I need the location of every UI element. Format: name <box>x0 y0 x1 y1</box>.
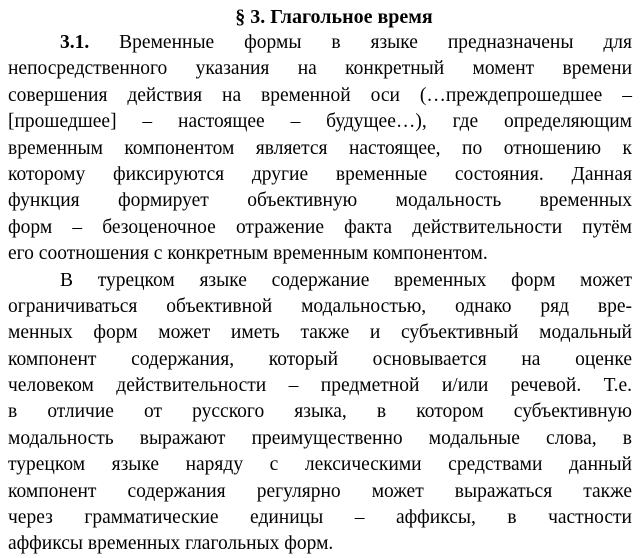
text-line: ограничиваться объективной модальностью, однако ряд вре- <box>8 295 632 317</box>
text-line: через грамматические единицы – аффиксы, в частности <box>8 507 632 529</box>
paragraph-number: 3.1. <box>60 32 90 53</box>
text-line: в отличие от русского языка, в котором субъективную <box>8 401 632 423</box>
text-line: турецком языке наряду с лексическими средствами данный <box>8 454 632 476</box>
paragraph-3-1 <box>8 30 632 268</box>
section-heading: § 3. Глагольное время <box>235 6 433 28</box>
text-line: форм – безоценочное отражение факта действительности путём <box>8 216 632 238</box>
text-line: его соотношения с конкретным временным компонентом. <box>8 243 488 265</box>
text-line: [прошедшее] – настоящее – будущее…), где определяющим <box>8 111 632 133</box>
text-line: модальность выражают преимущественно модальные слова, в <box>8 427 632 449</box>
paragraph-turkish <box>8 268 632 558</box>
text-line: аффиксы временных глагольных форм. <box>8 533 334 555</box>
text-line: функция формирует объективную модальность временных <box>8 190 632 212</box>
text-line: человеком действительности – предметной и/или речевой. Т.е. <box>8 375 632 397</box>
text-line: компонент содержания регулярно может выражаться также <box>8 480 632 502</box>
text-line: которому фиксируются другие временные состояния. Данная <box>8 163 632 185</box>
text-line: совершения действия на временной оси (…преждепрошедшее – <box>8 84 632 106</box>
text-line: В турецком языке содержание временных форм может <box>60 269 632 291</box>
text-line: компонент содержания, который основывается на оценке <box>8 348 632 370</box>
text-line: непосредственного указания на конкретный момент времени <box>8 58 632 80</box>
text-line: 3.1. Временные формы в языке предназначены для <box>60 32 632 53</box>
text-line: временным компонентом является настоящее, по отношению к <box>8 137 632 159</box>
text-line: менных форм может иметь также и субъективный модальный <box>8 322 632 344</box>
